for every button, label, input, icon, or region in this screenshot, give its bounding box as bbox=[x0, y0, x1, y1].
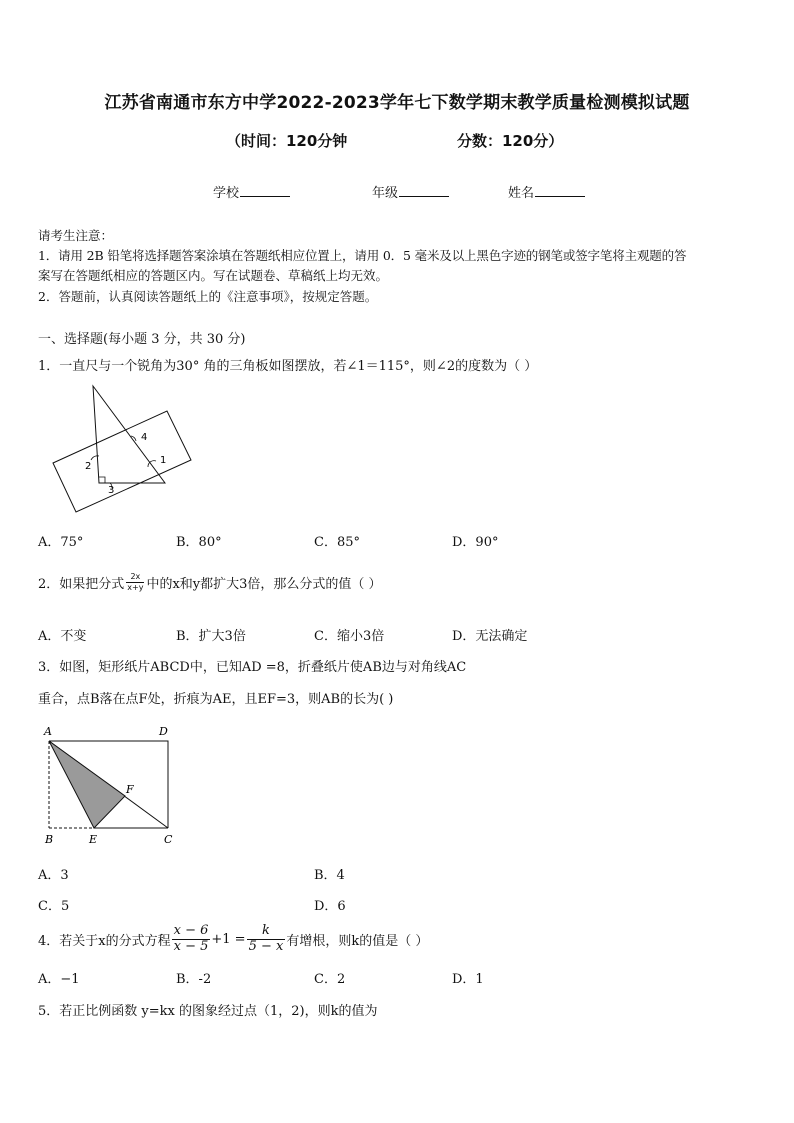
q2-fraction bbox=[126, 572, 144, 592]
q3-option-c[interactable]: C．5 bbox=[38, 899, 70, 914]
q4-prefix: 4．若关于x的分式方程 bbox=[38, 933, 171, 949]
name-blank[interactable] bbox=[535, 184, 585, 197]
q2-option-b[interactable]: B．扩大3倍 bbox=[176, 629, 246, 644]
notice-line-1b: 案写在答题纸相应的答题区内。写在试题卷、草稿纸上均无效。 bbox=[38, 268, 389, 283]
q4-f2-num: k bbox=[247, 924, 286, 940]
q4-text bbox=[38, 918, 428, 960]
q3-option-a[interactable]: A．3 bbox=[38, 868, 69, 883]
q2-option-a[interactable]: A．不变 bbox=[38, 629, 87, 644]
q3-label-c: C bbox=[164, 833, 173, 846]
q4-fraction-2 bbox=[247, 924, 286, 955]
q2-text bbox=[38, 562, 382, 602]
notice-line-2: 2．答题前，认真阅读答题纸上的《注意事项》，按规定答题。 bbox=[38, 289, 378, 304]
q4-option-c[interactable]: C．2 bbox=[314, 972, 346, 987]
grade-field[interactable] bbox=[372, 182, 449, 201]
q3-label-d: D bbox=[159, 725, 168, 738]
q4-f1-num: x − 6 bbox=[173, 922, 209, 938]
q3-label-b: B bbox=[45, 833, 54, 846]
q4-f1-den: x − 5 bbox=[173, 938, 209, 954]
exam-score: 分数：120分） bbox=[457, 132, 564, 150]
q4-option-d[interactable]: D．1 bbox=[452, 972, 484, 987]
q3-option-d[interactable]: D．6 bbox=[314, 899, 346, 914]
q1-text: 1．一直尺与一个锐角为30° 角的三角板如图摆放，若∠1＝115°，则∠2的度数为（ ） bbox=[38, 359, 538, 374]
q2-suffix: 中的x和y都扩大3倍，那么分式的值（ ） bbox=[146, 576, 382, 592]
q1-option-d[interactable]: D．90° bbox=[452, 535, 499, 550]
q4-f2-den: 5 − x bbox=[248, 938, 284, 954]
q1-option-b[interactable]: B．80° bbox=[176, 535, 222, 550]
q2-frac-den: x+y bbox=[127, 582, 144, 592]
q1-option-a[interactable]: A．75° bbox=[38, 535, 84, 550]
q1-label-1: 1 bbox=[160, 455, 167, 466]
q3-option-b[interactable]: B．4 bbox=[314, 868, 345, 883]
name-field[interactable] bbox=[508, 182, 585, 201]
q2-frac-num: 2x bbox=[126, 572, 144, 583]
q3-line-1: 3．如图，矩形纸片ABCD中，已知AD =8，折叠纸片使AB边与对角线AC bbox=[38, 660, 467, 675]
grade-blank[interactable] bbox=[399, 184, 449, 197]
q5-text: 5．若正比例函数 y=kx 的图象经过点（1，2)，则k的值为 bbox=[38, 1004, 378, 1019]
q1-figure bbox=[44, 380, 204, 520]
q4-option-b[interactable]: B．-2 bbox=[176, 972, 212, 987]
q4-suffix: 有增根，则k的值是（ ） bbox=[286, 933, 429, 949]
q4-fraction-1 bbox=[172, 924, 211, 955]
name-label: 姓名 bbox=[508, 186, 535, 201]
school-blank[interactable] bbox=[240, 184, 290, 197]
q1-option-c[interactable]: C．85° bbox=[314, 535, 360, 550]
section-heading: 一、选择题(每小题 3 分，共 30 分) bbox=[38, 332, 246, 347]
q3-figure bbox=[40, 720, 180, 850]
triangle-shape bbox=[93, 386, 165, 483]
q2-option-c[interactable]: C．缩小3倍 bbox=[314, 629, 385, 644]
notice-line-1: 1．请用 2B 铅笔将选择题答案涂填在答题纸相应位置上，请用 0．5 毫米及以上黑色字迹的钢笔或签字笔将主观题的答 bbox=[38, 248, 687, 263]
right-angle-mark bbox=[99, 477, 105, 483]
q1-label-2: 2 bbox=[85, 461, 92, 472]
school-label: 学校 bbox=[213, 186, 240, 201]
q3-label-a: A bbox=[44, 725, 52, 738]
exam-time: （时间：120分钟 bbox=[226, 132, 348, 150]
q1-label-3: 3 bbox=[108, 485, 115, 496]
q3-line-2: 重合，点B落在点F处，折痕为AE，且EF=3，则AB的长为( ) bbox=[38, 692, 394, 707]
q4-option-a[interactable]: A．−1 bbox=[38, 972, 80, 987]
page-title: 江苏省南通市东方中学2022-2023学年七下数学期末教学质量检测模拟试题 bbox=[104, 93, 690, 113]
grade-label: 年级 bbox=[372, 186, 399, 201]
school-field[interactable] bbox=[213, 182, 290, 201]
notice-heading: 请考生注意： bbox=[38, 228, 114, 243]
q4-mid: +1 = bbox=[211, 931, 246, 947]
q3-label-e: E bbox=[89, 833, 98, 846]
q2-prefix: 2．如果把分式 bbox=[38, 576, 125, 592]
q1-label-4: 4 bbox=[141, 432, 148, 443]
folded-triangle bbox=[49, 741, 125, 828]
q3-label-f: F bbox=[126, 783, 134, 796]
ruler-shape bbox=[53, 411, 191, 512]
q2-option-d[interactable]: D．无法确定 bbox=[452, 629, 528, 644]
